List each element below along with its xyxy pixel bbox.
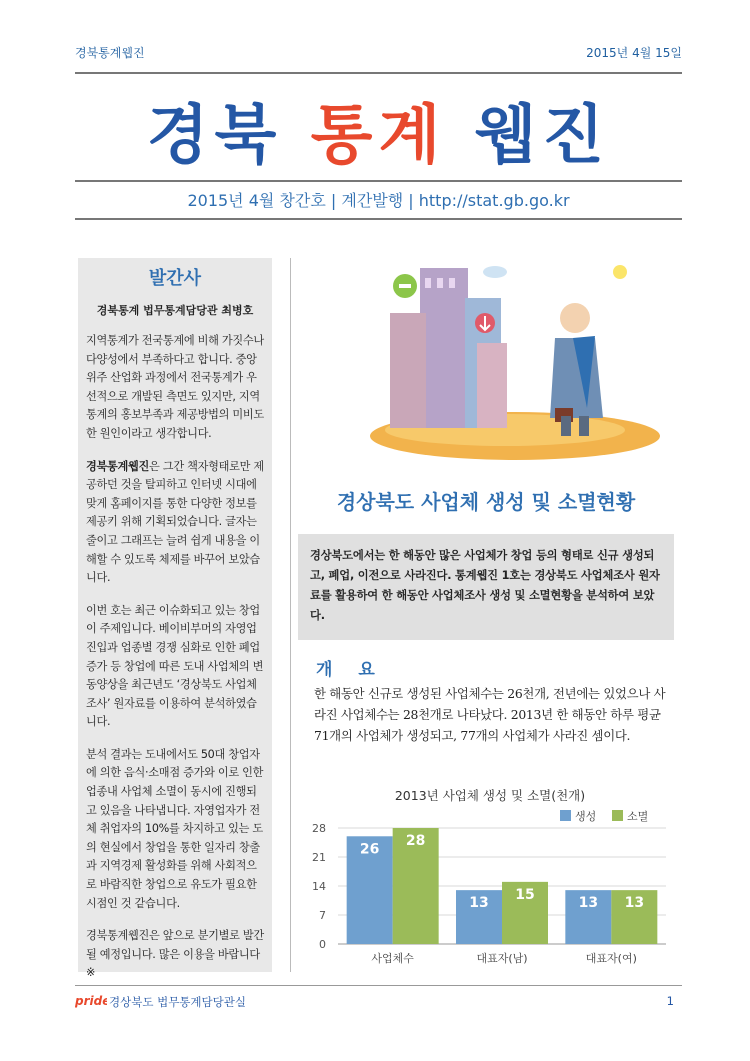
legend-label: 소멸 [627, 810, 649, 823]
page-number: 1 [666, 994, 674, 1008]
category-label: 사업체수 [371, 952, 414, 965]
header-left: 경북통계웹진 [75, 46, 145, 60]
top-rule [75, 72, 682, 74]
masthead-part2: 통계 [310, 99, 447, 173]
category-label: 대표자(여) [585, 952, 637, 965]
issue-subhead: 2015년 4월 창간호 | 계간발행 | http://stat.gb.go.kr [187, 191, 570, 210]
masthead-title [75, 96, 682, 176]
legend-swatch [560, 810, 571, 821]
footer-department: 경상북도 법무통계담당관실 [109, 995, 246, 1009]
sidebar-paragraph-2 [86, 458, 264, 588]
svg-text:pride: pride [75, 994, 107, 1008]
data-label: 13 [469, 895, 489, 912]
article-summary: 경상북도에서는 한 해동안 많은 사업체가 창업 등의 형태로 신규 생성되고, 폐업, 이전으로 사라진다. 통계웹진 1호는 경상북도 사업체조사 원자료를 활용하여 한 해동안 사업체조사 생성 및 소멸현황을 분석하여 보았다. [310, 549, 660, 622]
footer [75, 992, 682, 1012]
chart-title: 2013년 사업체 생성 및 소멸(천개) [394, 788, 586, 803]
masthead-part1: 경북 [146, 99, 283, 173]
data-label: 28 [405, 833, 426, 849]
y-tick-label: 14 [312, 880, 326, 893]
article-summary-box [298, 534, 674, 640]
masthead-rule-bottom [75, 218, 682, 220]
y-tick-label: 7 [319, 909, 326, 922]
y-tick-label: 0 [319, 938, 326, 951]
business-illustration [365, 258, 665, 468]
sidebar-paragraph-5: 경북통계웹진은 앞으로 분기별로 발간될 예정입니다. 많은 이용을 바랍니다※ [86, 929, 264, 980]
sidebar-paragraph-4: 분석 결과는 도내에서도 50대 창업자에 의한 음식·소매점 증가와 이로 인한 업종내 사업체 소멸이 동시에 진행되고 있음을 나타냅니다. 자영업자가 전체 취업자의 10%를 차지하고 있는 도의 현실에서 창업을 통한 일자리 창출과 지역경제 활성화를 위해 사회적으로 바람직한 창업으로 유도가 필요한 시점인 것 같습니다. [86, 747, 264, 910]
article-title: 경상북도 사업체 생성 및 소멸현황 [336, 490, 636, 514]
data-label: 13 [578, 895, 599, 912]
footer-rule [75, 985, 682, 986]
sidebar-highlight: 경북통계웹진 [86, 459, 150, 473]
section-heading: 개 요 [316, 660, 385, 680]
sidebar-title: 발간사 [148, 268, 202, 289]
sidebar-paragraph-2-text: 은 그간 책자형태로만 제공하던 것을 탈피하고 인터넷 시대에 맞게 홈페이지를 통한 다양한 정보를 제공키 위해 기획되었습니다. 글자는 줄이고 그래프는 늘려 쉽게 내용을 이해할 수 있도록 체제를 바꾸어 보았습니다. [86, 459, 264, 585]
header-date: 2015년 4월 15일 [586, 46, 682, 60]
legend-swatch [612, 810, 623, 821]
data-label: 15 [515, 886, 535, 903]
top-bar [75, 44, 682, 72]
y-tick-label: 21 [312, 851, 326, 864]
data-label: 13 [624, 895, 645, 912]
publisher-note-sidebar [78, 258, 272, 980]
article-body: 한 해동안 신규로 생성된 사업체수는 26천개, 전년에는 있었으나 사라진 사업체수는 28천개로 나타났다. 2013년 한 해동안 하루 평균 71개의 사업체가 생성되고, 77개의 사업체가 사라진 셈이다. [314, 686, 666, 743]
sidebar-author: 경북통계 법무통계담당관 최병호 [96, 304, 254, 317]
bar-chart [298, 780, 682, 970]
sidebar-paragraph-3: 이번 호는 최근 이슈화되고 있는 창업이 주제입니다. 베이비부머의 자영업 진입과 업종별 경쟁 심화로 인한 폐업증가 등 창업에 따른 도내 사업체의 변동양상을 최근년도 ‘경상북도 사업체조사’ 원자료를 이용하여 분석하였습니다. [86, 603, 264, 729]
masthead-rule-top [75, 180, 682, 182]
y-tick-label: 28 [312, 822, 326, 835]
legend-label: 생성 [575, 810, 597, 823]
sidebar-paragraph-1: 지역통계가 전국통계에 비해 가짓수나 다양성에서 부족하다고 합니다. 중앙위주 산업화 과정에서 전국통계가 우선적으로 개발된 측면도 있지만, 지역통계의 홍보부족과 제공방법의 미비도 한 원인이라고 생각합니다. [86, 334, 264, 440]
category-label: 대표자(남) [476, 952, 528, 965]
masthead-part3: 웹진 [474, 99, 611, 173]
data-label: 26 [359, 841, 380, 858]
column-divider [290, 258, 291, 972]
pride-logo [75, 992, 107, 1013]
